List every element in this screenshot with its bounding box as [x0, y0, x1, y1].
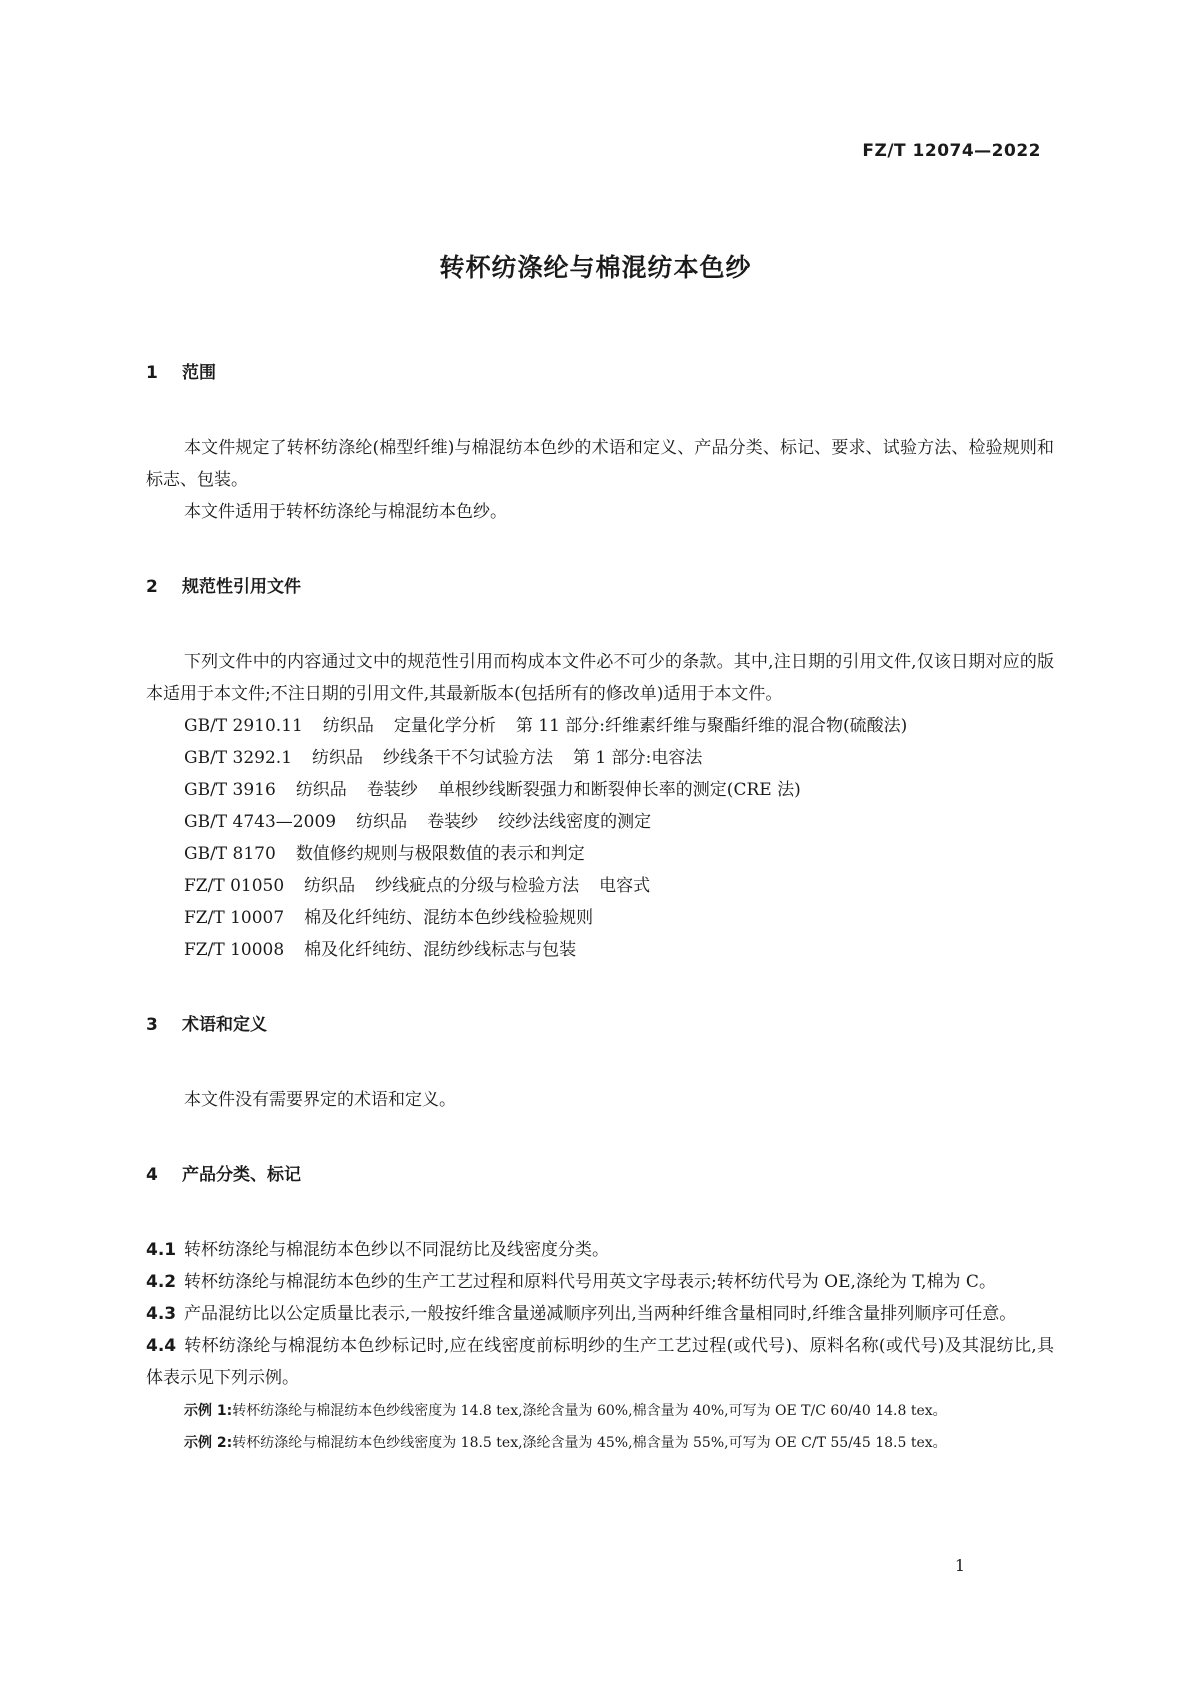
reference-code: FZ/T 10007 [184, 908, 285, 928]
example-text: 转杯纺涤纶与棉混纺本色纱线密度为 18.5 tex,涤纶含量为 45%,棉含量为 55%,可写为 OE C/T 55/45 18.5 tex。 [232, 1435, 947, 1451]
clause-text: 转杯纺涤纶与棉混纺本色纱标记时,应在线密度前标明纱的生产工艺过程(或代号)、原料名称(或代号)及其混纺比,具体表示见下列示例。 [146, 1336, 1054, 1388]
reference-title-part: 绞纱法线密度的测定 [498, 812, 652, 832]
section-heading-terms [146, 1010, 1054, 1040]
reference-title-part: 纺织品 [322, 716, 374, 736]
reference-title-part: 卷装纱 [366, 780, 418, 800]
reference-code: GB/T 8170 [184, 844, 276, 864]
reference-title-part: 定量化学分析 [393, 716, 496, 736]
reference-title-part: 电容式 [599, 876, 651, 896]
section-heading-scope [146, 358, 1054, 388]
reference-title-part: 卷装纱 [427, 812, 479, 832]
clause-number: 4.2 [146, 1272, 177, 1292]
clause-text: 产品混纺比以公定质量比表示,一般按纤维含量递减顺序列出,当两种纤维含量相同时,纤维含量排列顺序可任意。 [184, 1304, 1017, 1324]
example-label: 示例 2: [184, 1435, 233, 1451]
section-number: 4 [146, 1165, 158, 1185]
section-heading-classification [146, 1160, 1054, 1190]
reference-code: GB/T 2910.11 [184, 716, 303, 736]
reference-title-part: 单根纱线断裂强力和断裂伸长率的测定(CRE 法) [437, 780, 801, 800]
reference-title-part: 第 11 部分:纤维素纤维与聚酯纤维的混合物(硫酸法) [515, 716, 908, 736]
reference-item [146, 742, 1054, 774]
page-number: 1 [954, 1556, 965, 1575]
reference-title-part: 纺织品 [356, 812, 408, 832]
reference-title-part: 纺织品 [295, 780, 347, 800]
clause-text: 转杯纺涤纶与棉混纺本色纱以不同混纺比及线密度分类。 [184, 1240, 609, 1260]
clause-number: 4.3 [146, 1304, 177, 1324]
clause [146, 1266, 1054, 1298]
reference-title-part: 纺织品 [304, 876, 356, 896]
document-body [146, 358, 1054, 1458]
reference-item [146, 806, 1054, 838]
reference-code: FZ/T 10008 [184, 940, 285, 960]
clause [146, 1234, 1054, 1266]
reference-title-part: 棉及化纤纯纺、混纺本色纱线检验规则 [304, 908, 594, 928]
reference-item [146, 870, 1054, 902]
reference-title-part: 数值修约规则与极限数值的表示和判定 [295, 844, 585, 864]
section-heading-normative-references [146, 572, 1054, 602]
reference-title-part: 纱线疵点的分级与检验方法 [375, 876, 580, 896]
reference-title-part: 纺织品 [312, 748, 364, 768]
reference-title-part: 第 1 部分:电容法 [573, 748, 703, 768]
paragraph: 本文件没有需要界定的术语和定义。 [184, 1090, 456, 1110]
example [146, 1396, 1054, 1426]
paragraph: 下列文件中的内容通过文中的规范性引用而构成本文件必不可少的条款。其中,注日期的引用文件,仅该日期对应的版本适用于本文件;不注日期的引用文件,其最新版本(包括所有的修改单)适用于本文件。 [146, 652, 1054, 704]
example [146, 1428, 1054, 1458]
clause-number: 4.1 [146, 1240, 177, 1260]
reference-title-part: 纱线条干不匀试验方法 [383, 748, 554, 768]
section-number: 3 [146, 1015, 158, 1035]
reference-item [146, 934, 1054, 966]
clause-text: 转杯纺涤纶与棉混纺本色纱的生产工艺过程和原料代号用英文字母表示;转杯纺代号为 OE,涤纶为 T,棉为 C。 [184, 1272, 996, 1292]
reference-item [146, 902, 1054, 934]
section-title: 规范性引用文件 [182, 577, 301, 597]
reference-item [146, 838, 1054, 870]
example-text: 转杯纺涤纶与棉混纺本色纱线密度为 14.8 tex,涤纶含量为 60%,棉含量为 40%,可写为 OE T/C 60/40 14.8 tex。 [232, 1403, 947, 1419]
section-title: 范围 [182, 363, 216, 383]
example-label: 示例 1: [184, 1403, 233, 1419]
reference-item [146, 774, 1054, 806]
section-number: 1 [146, 363, 158, 383]
reference-item [146, 710, 1054, 742]
reference-title-part: 棉及化纤纯纺、混纺纱线标志与包装 [304, 940, 577, 960]
paragraph: 本文件规定了转杯纺涤纶(棉型纤维)与棉混纺本色纱的术语和定义、产品分类、标记、要求、试验方法、检验规则和标志、包装。 [146, 438, 1054, 490]
clause-number: 4.4 [146, 1336, 177, 1356]
reference-code: GB/T 3292.1 [184, 748, 293, 768]
standard-code: FZ/T 12074—2022 [862, 141, 1041, 161]
section-title: 产品分类、标记 [182, 1165, 301, 1185]
clause [146, 1330, 1054, 1394]
paragraph: 本文件适用于转杯纺涤纶与棉混纺本色纱。 [184, 502, 507, 522]
reference-code: GB/T 3916 [184, 780, 276, 800]
reference-code: GB/T 4743—2009 [184, 812, 337, 832]
document-title: 转杯纺涤纶与棉混纺本色纱 [439, 253, 752, 282]
section-title: 术语和定义 [182, 1015, 267, 1035]
reference-code: FZ/T 01050 [184, 876, 285, 896]
clause [146, 1298, 1054, 1330]
section-number: 2 [146, 577, 158, 597]
